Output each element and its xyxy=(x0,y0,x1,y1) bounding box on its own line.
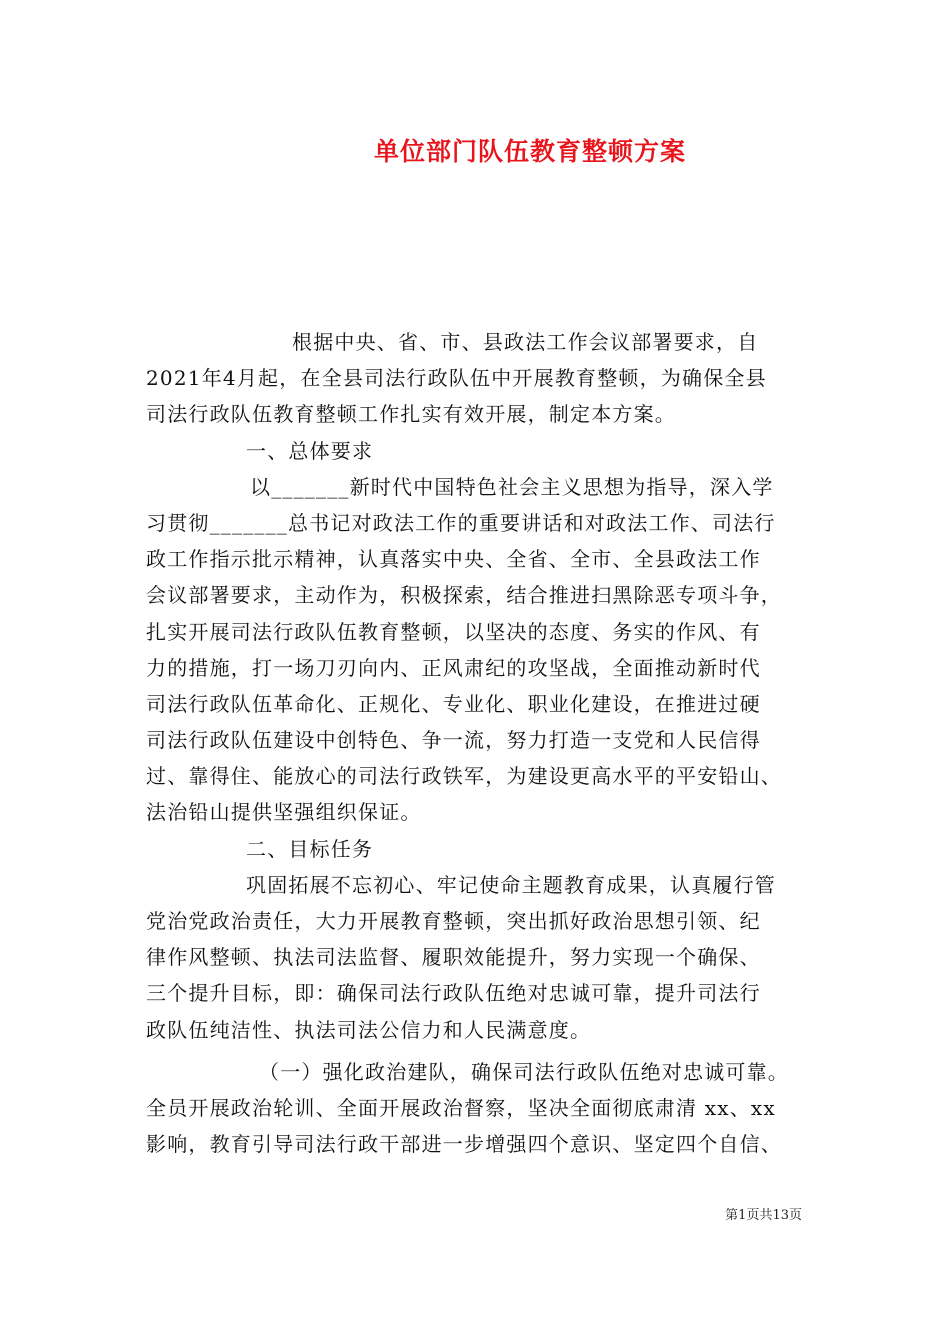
paragraph-line: 2021年4月起，在全县司法行政队伍中开展教育整顿，为确保全县 xyxy=(146,366,767,391)
paragraph-line: 过、靠得住、能放心的司法行政铁军，为建设更高水平的平安铅山、 xyxy=(146,764,782,789)
paragraph-line: 巩固拓展不忘初心、牢记使命主题教育成果，认真履行管 xyxy=(246,872,776,897)
page-number: 第1页共13页 xyxy=(725,1208,802,1223)
paragraph-line: 政队伍纯洁性、执法司法公信力和人民满意度。 xyxy=(146,1017,592,1042)
paragraph-line: 会议部署要求，主动作为，积极探索，结合推进扫黑除恶专项斗争， xyxy=(146,583,782,608)
paragraph-line: 司法行政队伍革命化、正规化、专业化、职业化建设，在推进过硬 xyxy=(146,691,761,716)
paragraph-line: 根据中央、省、市、县政法工作会议部署要求，自 xyxy=(292,330,759,354)
paragraph-line: 法治铅山提供坚强组织保证。 xyxy=(146,800,422,825)
paragraph-line: 政工作指示批示精神，认真落实中央、全省、全市、全县政法工作 xyxy=(146,547,761,572)
paragraph-line: 司法行政队伍建设中创特色、争一流，努力打造一支党和人民信得 xyxy=(146,728,761,753)
paragraph-line: 以_______新时代中国特色社会主义思想为指导，深入学 xyxy=(250,474,774,499)
section-heading: 二、目标任务 xyxy=(246,836,374,861)
document-body xyxy=(146,324,806,1162)
paragraph-line: 扎实开展司法行政队伍教育整顿，以坚决的态度、务实的作风、有 xyxy=(146,619,761,644)
paragraph-line: 司法行政队伍教育整顿工作扎实有效开展，制定本方案。 xyxy=(146,402,676,427)
section-heading: 一、总体要求 xyxy=(246,438,374,463)
paragraph-line: 全员开展政治轮训、全面开展政治督察，坚决全面彻底肃清 xx、xx xyxy=(146,1095,776,1120)
subsection-heading: （一）强化政治建队，确保司法行政队伍绝对忠诚可靠。 xyxy=(259,1059,789,1084)
paragraph-line: 党治党政治责任，大力开展教育整顿，突出抓好政治思想引领、纪 xyxy=(146,909,761,933)
paragraph-line: 力的措施，打一场刀刃向内、正风肃纪的攻坚战，全面推动新时代 xyxy=(146,655,761,680)
paragraph-line: 影响，教育引导司法行政干部进一步增强四个意识、坚定四个自信、 xyxy=(146,1132,782,1157)
paragraph-line: 律作风整顿、执法司法监督、履职效能提升，努力实现一个确保、 xyxy=(146,945,761,970)
paragraph-line: 三个提升目标，即：确保司法行政队伍绝对忠诚可靠，提升司法行 xyxy=(146,981,761,1006)
page-title: 单位部门队伍教育整顿方案 xyxy=(373,137,686,166)
paragraph-line: 习贯彻_______总书记对政法工作的重要讲话和对政法工作、司法行 xyxy=(146,510,776,535)
